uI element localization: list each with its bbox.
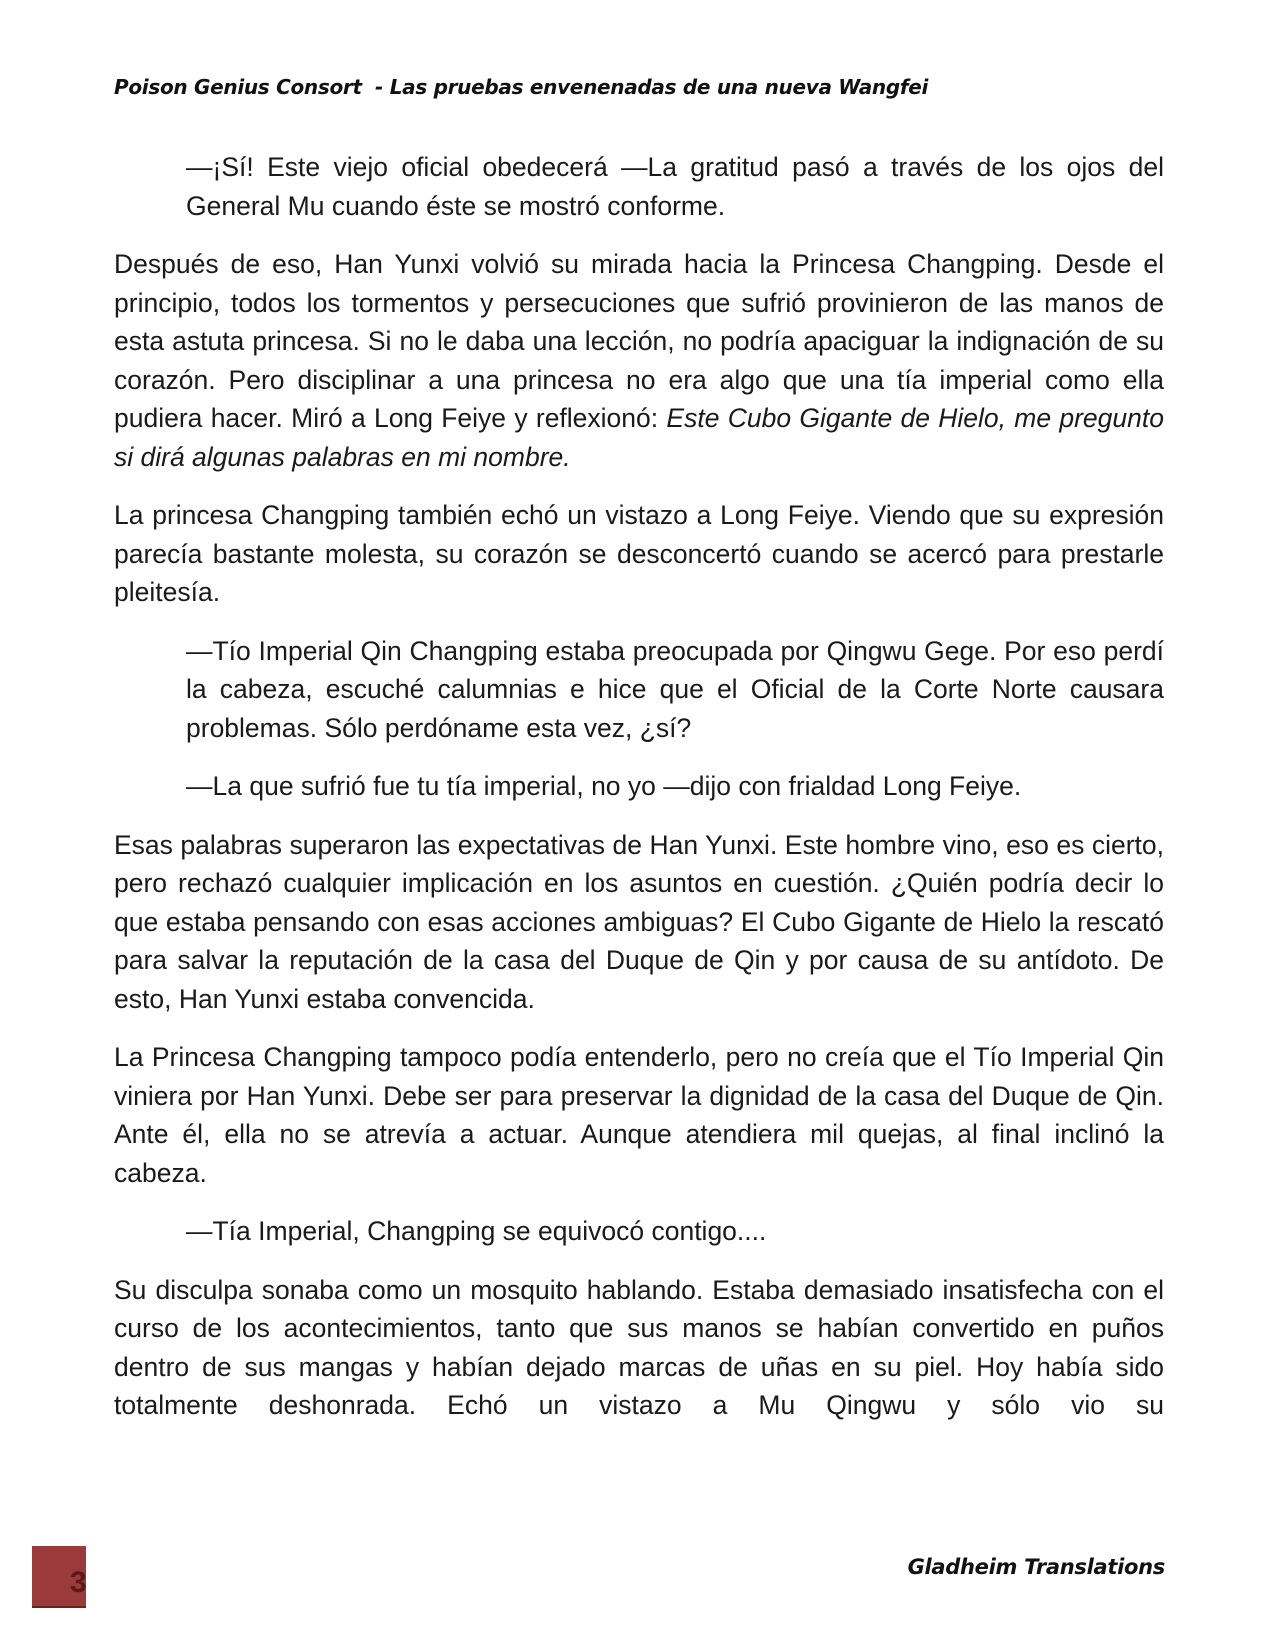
- paragraph-princess-understanding: La Princesa Changping tampoco podía entenderlo, pero no creía que el Tío Imperial Qin viniera por Han Yunxi. Debe ser para preservar la dignidad de la casa del Duque de Qin. Ante él, ella no se atrevía a actuar. Aunque atendiera mil quejas, al final inclinó la cabeza.: [114, 1042, 1164, 1188]
- document-body: [114, 148, 1164, 1445]
- footer-credit: Gladheim Translations: [907, 1555, 1165, 1579]
- document-header-title: Poison Genius Consort - Las pruebas envenenadas de una nueva Wangfei: [114, 75, 929, 99]
- paragraph-text: Después de eso, Han Yunxi volvió su mirada hacia la Princesa Changping. Desde el principio, todos los tormentos y persecuciones que sufrió provinieron de las manos de esta astuta princesa. Si no le daba una lección, no podría apaciguar la indignación de su corazón. Pero disciplinar a una princesa no era algo que una tía imperial como ella pudiera hacer. Miró a Long Feiye y reflexionó:: [114, 249, 1164, 433]
- page-number-underline: [32, 1606, 86, 1608]
- paragraph-mosquito-apology: Su disculpa sonaba como un mosquito hablando. Estaba demasiado insatisfecha con el curso de los acontecimientos, tanto que sus manos se habían convertido en puños dentro de sus mangas y habían dejado marcas de uñas en su piel. Hoy había sido totalmente deshonrada. Echó un vistazo a Mu Qingwu y sólo vio su: [114, 1274, 1164, 1420]
- paragraph-princess-glance: La princesa Changping también echó un vistazo a Long Feiye. Viendo que su expresión parecía bastante molesta, su corazón se desconcertó cuando se acercó para prestarle pleitesía.: [114, 500, 1164, 607]
- paragraph-dialogue-tia-imperial: —Tía Imperial, Changping se equivocó contigo....: [186, 1216, 767, 1246]
- paragraph-dialogue-long-feiye: —La que sufrió fue tu tía imperial, no yo —dijo con frialdad Long Feiye.: [186, 771, 1022, 801]
- paragraph-han-yunxi-reflection: [114, 245, 1164, 476]
- paragraph-dialogue-changping-apology: —Tío Imperial Qin Changping estaba preocupada por Qingwu Gege. Por eso perdí la cabeza, escuché calumnias e hice que el Oficial de la Corte Norte causara problemas. Sólo perdóname esta vez, ¿sí?: [186, 635, 1164, 743]
- paragraph-expectations: Esas palabras superaron las expectativas de Han Yunxi. Este hombre vino, eso es cierto, pero rechazó cualquier implicación en los asuntos en cuestión. ¿Quién podría decir lo que estaba pensando con esas acciones ambiguas? El Cubo Gigante de Hielo la rescató para salvar la reputación de la casa del Duque de Qin y por causa de su antídoto. De esto, Han Yunxi estaba convencida.: [114, 829, 1164, 1014]
- page-number: 3: [70, 1566, 87, 1599]
- paragraph-dialogue-general-mu: —¡Sí! Este viejo oficial obedecerá —La gratitud pasó a través de los ojos del General Mu cuando éste se mostró conforme.: [186, 152, 1164, 221]
- paragraph-italic-thought: Este Cubo Gigante de Hielo, me pregunto si dirá algunas palabras en mi nombre.: [114, 403, 1164, 472]
